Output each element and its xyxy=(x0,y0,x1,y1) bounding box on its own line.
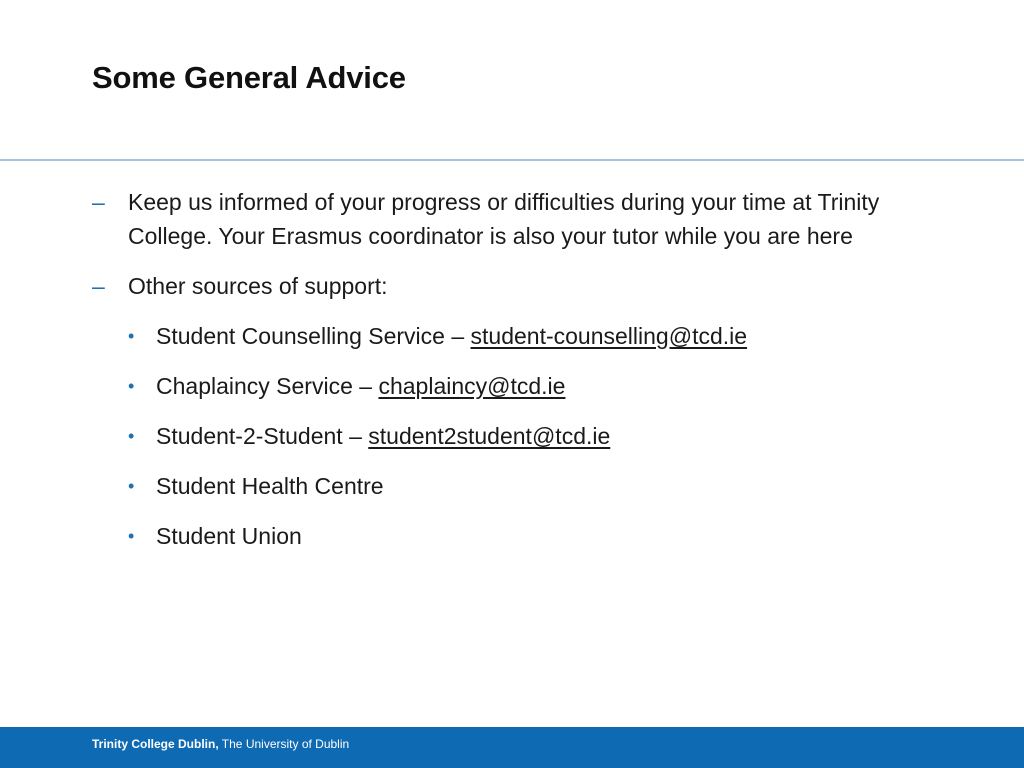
footer-bar xyxy=(0,727,1024,768)
student2student-email-link[interactable]: student2student@tcd.ie xyxy=(368,423,611,449)
dash-bullet-icon: – xyxy=(92,273,105,299)
dot-bullet-icon: • xyxy=(128,376,135,396)
counselling-email-link[interactable]: student-counselling@tcd.ie xyxy=(470,323,748,349)
chaplaincy-email-link[interactable]: chaplaincy@tcd.ie xyxy=(378,373,566,399)
footer-text xyxy=(92,736,349,752)
support-name: Student Health Centre xyxy=(156,473,384,499)
dot-bullet-icon: • xyxy=(128,526,135,546)
footer-institution: Trinity College Dublin, xyxy=(92,737,219,751)
dot-bullet-icon: • xyxy=(128,476,135,496)
title-divider xyxy=(0,159,1024,161)
slide-body xyxy=(92,185,932,553)
dash-bullet-icon: – xyxy=(92,189,105,215)
support-item-counselling xyxy=(128,319,932,353)
support-name: Student Counselling Service – xyxy=(156,323,471,349)
support-list xyxy=(128,319,932,553)
support-item-student-union xyxy=(128,519,932,553)
support-name: Student-2-Student – xyxy=(156,423,369,449)
advice-text: Keep us informed of your progress or difficulties during your time at Trinity College. Your Erasmus coordinator is also your tutor while you are here xyxy=(128,189,880,249)
dot-bullet-icon: • xyxy=(128,326,135,346)
list-item-advice xyxy=(92,185,932,253)
list-item-support-header xyxy=(92,269,932,553)
support-name: Student Union xyxy=(156,523,302,549)
support-name: Chaplaincy Service – xyxy=(156,373,379,399)
support-item-student2student xyxy=(128,419,932,453)
support-item-health-centre xyxy=(128,469,932,503)
support-item-chaplaincy xyxy=(128,369,932,403)
slide-title: Some General Advice xyxy=(92,60,406,95)
footer-subtitle: The University of Dublin xyxy=(218,737,350,751)
support-heading-text: Other sources of support: xyxy=(128,273,388,299)
dot-bullet-icon: • xyxy=(128,426,135,446)
